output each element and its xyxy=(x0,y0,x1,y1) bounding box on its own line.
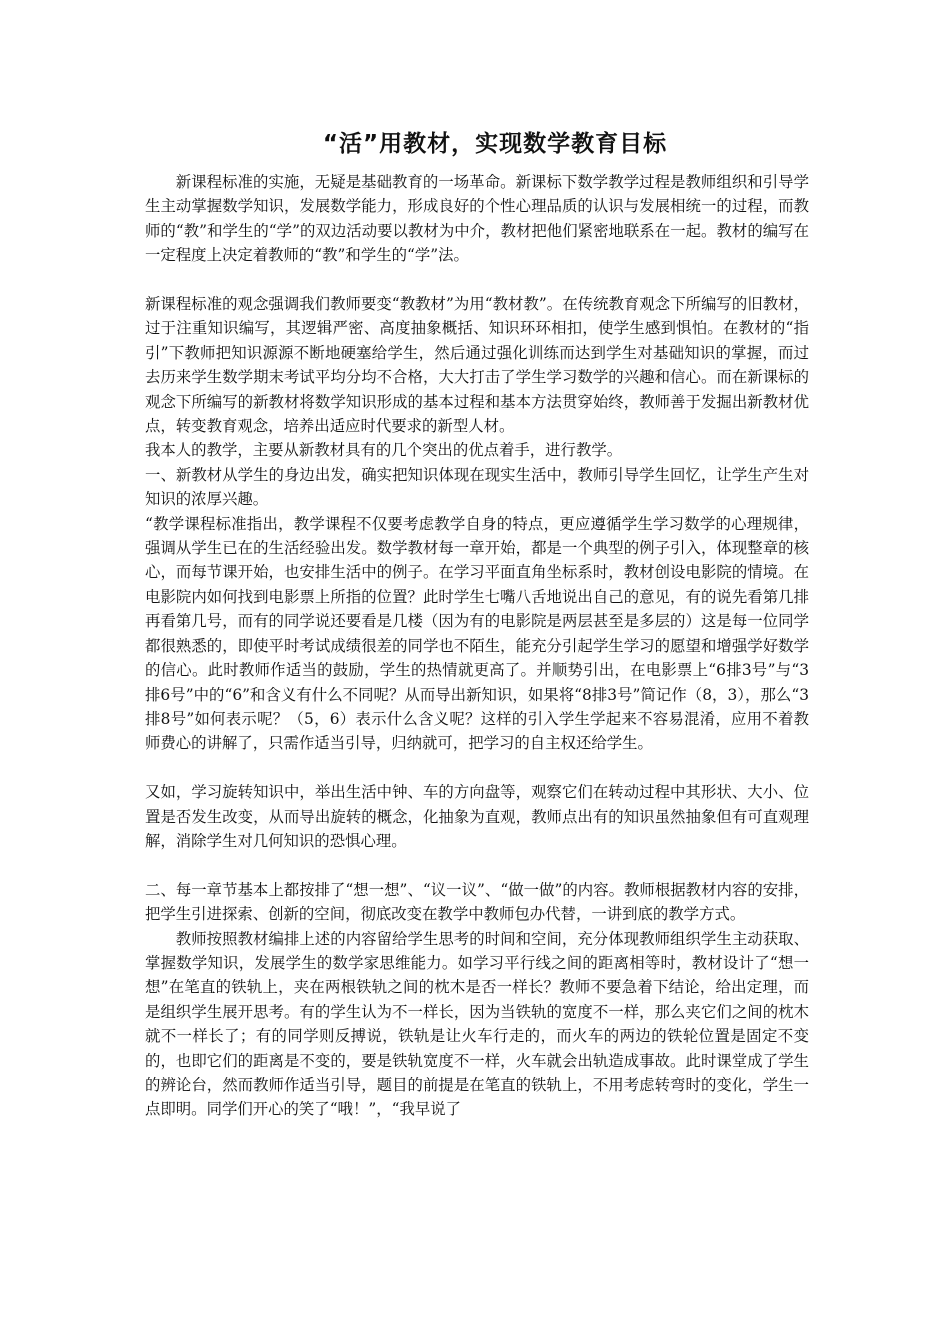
paragraph-rotation-example: 又如，学习旋转知识中，举出生活中钟、车的方向盘等，观察它们在转动过程中其形状、大小、位置是否发生改变，从而导出旋转的概念，化抽象为直观，教师点出有的知识虽然抽象但有可直观理解，消除学生对几何知识的恐惧心理。 xyxy=(145,783,809,850)
document-title: “活”用教材，实现数学教育目标 xyxy=(322,131,668,157)
paragraph-gap xyxy=(145,756,809,780)
paragraph-my-teaching: 我本人的教学，主要从新教材具有的几个突出的优点着手，进行教学。 xyxy=(145,441,623,460)
paragraph-gap xyxy=(145,853,809,877)
paragraph-curriculum-concept: 新课程标准的观念强调我们教师要变“教教材”为用“教材教”。在传统教育观念下所编写的旧教材，过于注重知识编写，其逻辑严密、高度抽象概括、知识环环相扣，使学生感到惧怕。在教材的“指引”下教师把知识源源不断地硬塞给学生，然后通过强化训练而达到学生对基础知识的掌握，而过去历来学生数学期末考试平均分均不合格，大大打击了学生学习数学的兴趣和信心。而在新课标的观念下所编写的新教材将数学知识形成的基本过程和基本方法贯穿始终，教师善于发掘出新教材优点，转变教育观念，培养出适应时代要求的新型人材。 xyxy=(145,295,809,436)
paragraph-gap xyxy=(145,268,809,292)
paragraph-cinema-example: “教学课程标准指出，教学课程不仅要考虑教学自身的特点，更应遵循学生学习数学的心理规律，强调从学生已在的生活经验出发。数学教材每一章开始，都是一个典型的例子引入，体现整章的核心，而每节课开始，也安排生活中的例子。在学习平面直角坐标系时，教材创设电影院的情境。在电影院内如何找到电影票上所指的位置？此时学生七嘴八舌地说出自己的意见，有的说先看第几排再看第几号，而有的同学说还要看是几楼（因为有的电影院是两层甚至是多层的）这是每一位同学都很熟悉的，即使平时考试成绩很差的同学也不陌生，能充分引起学生学习的愿望和增强学好数学的信心。此时教师作适当的鼓励，学生的热情就更高了。并顺势引出，在电影票上“6排3号”与“3排6号”中的“6”和含义有什么不同呢？从而导出新知识，如果将“8排3号”简记作（8，3），那么“3排8号”如何表示呢？（5，6）表示什么含义呢？这样的引入学生学起来不容易混淆，应用不着教师费心的讲解了，只需作适当引导，归纳就可，把学习的自主权还给学生。 xyxy=(145,514,809,753)
document-page xyxy=(145,128,809,1122)
paragraph-section-one-heading: 一、新教材从学生的身边出发，确实把知识体现在现实生活中，教师引导学生回忆，让学生产生对知识的浓厚兴趣。 xyxy=(145,465,809,509)
paragraph-section-two-heading: 二、每一章节基本上都按排了“想一想”、“议一议”、“做一做”的内容。教师根据教材内容的安排，把学生引进探索、创新的空间，彻底改变在教学中教师包办代替，一讲到底的教学方式。 xyxy=(145,880,809,924)
paragraph-railway-example: 教师按照教材编排上述的内容留给学生思考的时间和空间，充分体现教师组织学生主动获取、掌握数学知识，发展学生的数学家思维能力。如学习平行线之间的距离相等时，教材设计了“想一想”在笔直的铁轨上，夹在两根铁轨之间的枕木是否一样长？教师不要急着下结论，给出定理，而是组织学生展开思考。有的学生认为不一样长，因为当铁轨的宽度不一样，那么夹它们之间的枕木就不一样长了；有的同学则反搏说，铁轨是让火车行走的，而火车的两边的铁轮位置是固定不变的，也即它们的距离是不变的，要是铁轨宽度不一样，火车就会出轨造成事故。此时课堂成了学生的辨论台，然而教师作适当引导，题目的前提是在笔直的铁轨上，不用考虑转弯时的变化，学生一点即明。同学们开心的笑了“哦！”，“我早说了 xyxy=(145,929,809,1119)
paragraph-intro: 新课程标准的实施，无疑是基础教育的一场革命。新课标下数学教学过程是教师组织和引导学生主动掌握数学知识，发展数学能力，形成良好的个性心理品质的认识与发展相统一的过程，而教师的“教”和学生的“学”的双边活动要以教材为中介，教材把他们紧密地联系在一起。教材的编写在一定程度上决定着教师的“教”和学生的“学”法。 xyxy=(145,173,809,265)
